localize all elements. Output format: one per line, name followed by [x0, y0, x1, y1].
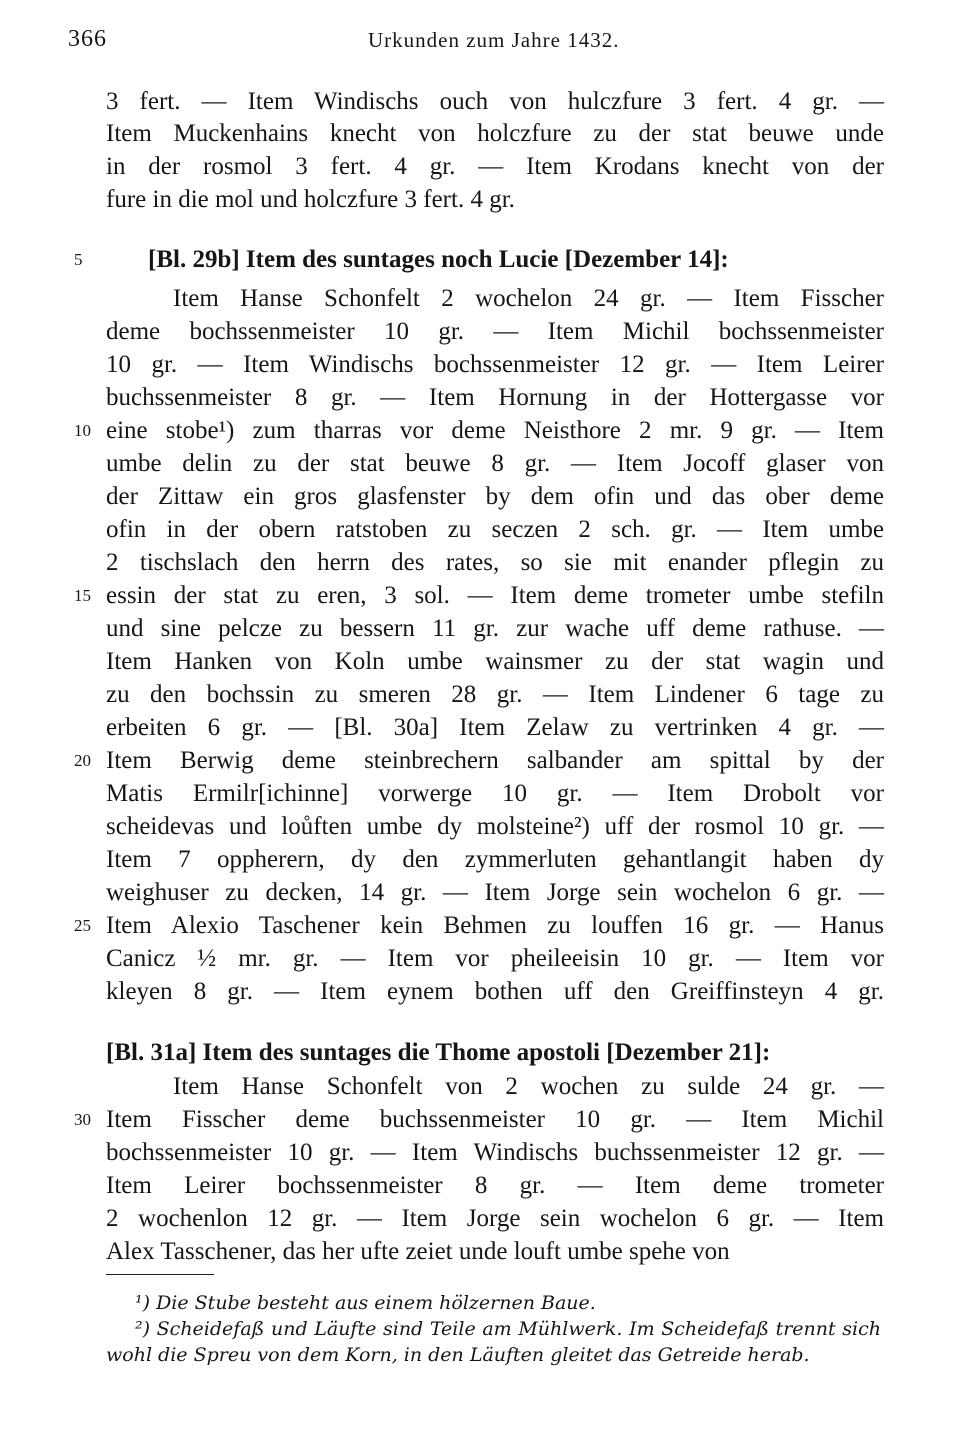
text-line: Alex Tasschener, das her ufte zeiet unde louft umbe spehe von	[106, 1238, 730, 1265]
text-line: und sine pelcze zu bessern 11 gr. zur wache uff deme rathuse. —	[106, 615, 884, 642]
section-heading: [Bl. 31a] Item des suntages die Thome apostoli [Dezember 21]:	[106, 1039, 771, 1066]
text-line: scheidevas und loůften umbe dy molsteine²) uff der rosmol 10 gr. —	[106, 813, 884, 840]
text-line: buchssenmeister 8 gr. — Item Hornung in der Hottergasse vor	[106, 384, 884, 411]
text-line: eine stobe¹) zum tharras vor deme Neisthore 2 mr. 9 gr. — Item	[106, 417, 884, 444]
line-number: 20	[74, 751, 91, 770]
text-line: fure in die mol und holczfure 3 fert. 4 gr.	[106, 186, 515, 213]
text-line: Item Hanse Schonfelt 2 wochelon 24 gr. — Item Fisscher	[173, 285, 884, 312]
section-heading: [Bl. 29b] Item des suntages noch Lucie [Dezember 14]:	[148, 246, 729, 273]
text-line: Item Hanse Schonfelt von 2 wochen zu sulde 24 gr. —	[173, 1073, 884, 1100]
line-number: 25	[74, 916, 91, 935]
text-line: Item Leirer bochssenmeister 8 gr. — Item deme trometer	[106, 1172, 884, 1199]
text-line: Item Muckenhains knecht von holczfure zu der stat beuwe unde	[106, 120, 884, 147]
line-number: 10	[74, 421, 91, 440]
footnote-divider	[106, 1274, 214, 1275]
text-line: zu den bochssin zu smeren 28 gr. — Item Lindener 6 tage zu	[106, 681, 884, 708]
page-header	[68, 26, 888, 66]
text-line: Item Berwig deme steinbrechern salbander am spittal by der	[106, 747, 884, 774]
page-number: 366	[68, 26, 107, 52]
text-line: Item Hanken von Koln umbe wainsmer zu der stat wagin und	[106, 648, 884, 675]
text-line: Item Alexio Taschener kein Behmen zu louffen 16 gr. — Hanus	[106, 912, 884, 939]
text-line: kleyen 8 gr. — Item eynem bothen uff den Greiffinsteyn 4 gr.	[106, 978, 884, 1005]
text-line: bochssenmeister 10 gr. — Item Windischs buchssenmeister 12 gr. —	[106, 1139, 884, 1166]
text-line: umbe delin zu der stat beuwe 8 gr. — Item Jocoff glaser von	[106, 450, 884, 477]
text-line: essin der stat zu eren, 3 sol. — Item deme trometer umbe stefiln	[106, 582, 884, 609]
text-line: 2 tischslach den herrn des rates, so sie mit enander pflegin zu	[106, 549, 884, 576]
text-line: der Zittaw ein gros glasfenster by dem ofin und das ober deme	[106, 483, 884, 510]
text-line: ofin in der obern ratstoben zu seczen 2 sch. gr. — Item umbe	[106, 516, 884, 543]
line-number: 15	[74, 586, 91, 605]
footnote-continuation: wohl die Spreu von dem Korn, in den Läuften gleitet das Getreide herab.	[106, 1344, 810, 1366]
text-line: erbeiten 6 gr. — [Bl. 30a] Item Zelaw zu vertrinken 4 gr. —	[106, 714, 884, 741]
text-line: deme bochssenmeister 10 gr. — Item Michil bochssenmeister	[106, 318, 884, 345]
line-number: 30	[74, 1110, 91, 1129]
text-line: Item 7 oppherern, dy den zymmerluten gehantlangit haben dy	[106, 846, 884, 873]
text-line: 3 fert. — Item Windischs ouch von hulczfure 3 fert. 4 gr. —	[106, 88, 884, 115]
text-line: 2 wochenlon 12 gr. — Item Jorge sein wochelon 6 gr. — Item	[106, 1205, 884, 1232]
text-line: Matis Ermilr[ichinne] vorwerge 10 gr. — Item Drobolt vor	[106, 780, 884, 807]
footnote: ²) Scheidefaß und Läufte sind Teile am Mühlwerk. Im Scheidefaß trennt sich	[135, 1318, 881, 1340]
line-number: 5	[74, 250, 83, 269]
text-line: Canicz ½ mr. gr. — Item vor pheileeisin 10 gr. — Item vor	[106, 945, 884, 972]
text-line: Item Fisscher deme buchssenmeister 10 gr. — Item Michil	[106, 1106, 884, 1133]
text-line: 10 gr. — Item Windischs bochssenmeister 12 gr. — Item Leirer	[106, 351, 884, 378]
text-line: in der rosmol 3 fert. 4 gr. — Item Krodans knecht von der	[106, 153, 884, 180]
text-line: weighuser zu decken, 14 gr. — Item Jorge sein wochelon 6 gr. —	[106, 879, 884, 906]
running-title: Urkunden zum Jahre 1432.	[368, 28, 620, 52]
footnote: ¹) Die Stube besteht aus einem hölzernen Baue.	[135, 1292, 596, 1314]
